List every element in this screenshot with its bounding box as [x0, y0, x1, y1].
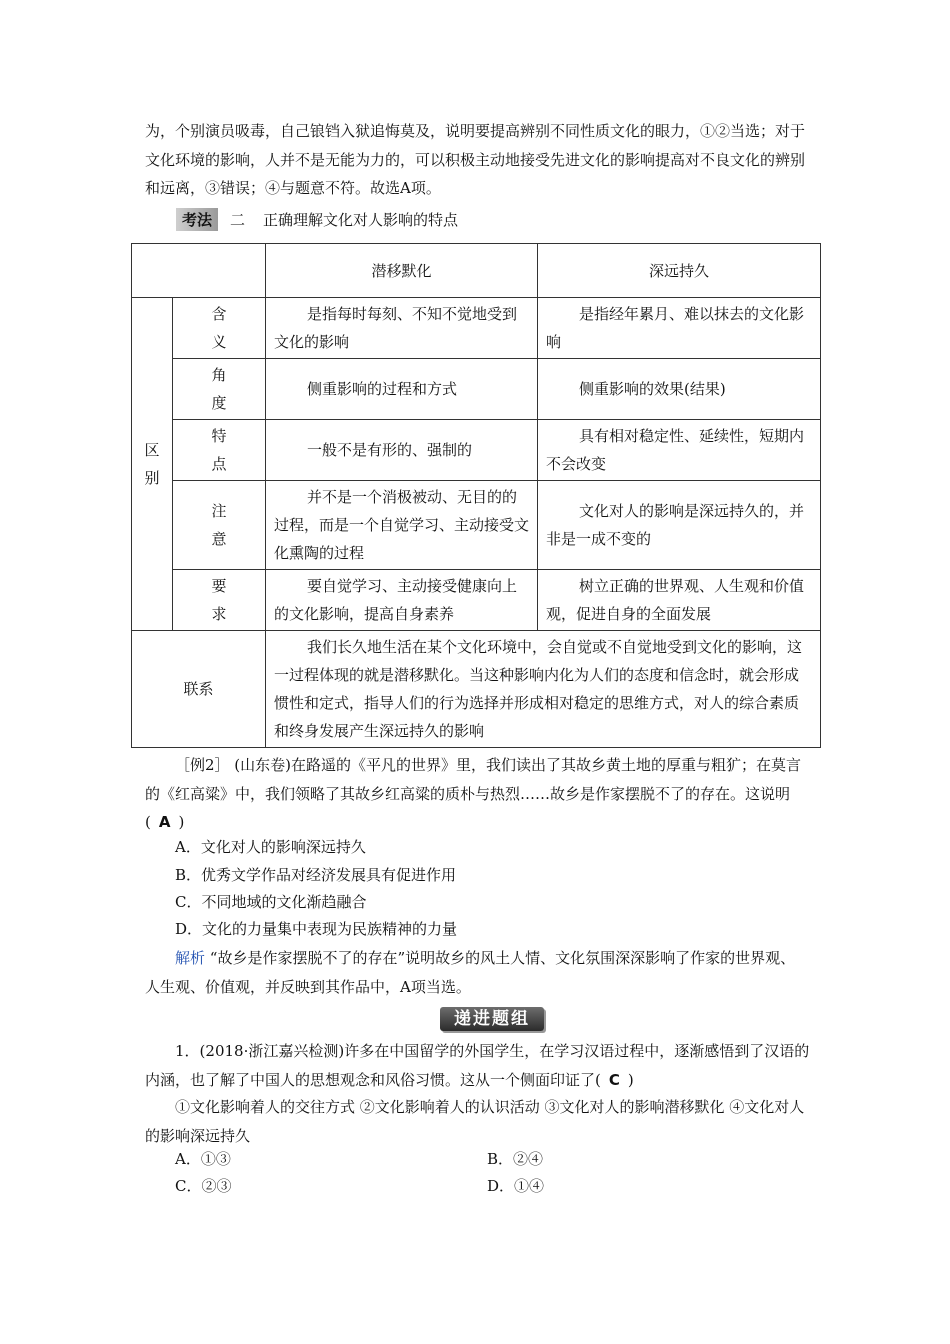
question1-answer: C [608, 1070, 620, 1089]
row-cell-col2: 树立正确的世界观、人生观和价值观，促进自身的全面发展 [538, 570, 821, 631]
question1-option-d: D．①④ [487, 1177, 545, 1195]
intro-paragraph: 为，个别演员吸毒，自己锒铛入狱追悔莫及，说明要提高辨别不同性质文化的眼力，①②当选；对于文化环境的影响，人并不是无能为力的，可以积极主动地接受先进文化的影响提高对不良文化的辨别和远离，③错误；④与题意不符。故选A项。 [145, 122, 806, 197]
row-label: 含义 [173, 298, 266, 359]
group-label: 区别 [144, 441, 160, 487]
row-label: 角度 [173, 359, 266, 420]
group-title-banner: 递进题组 [440, 1007, 544, 1031]
table-row [132, 298, 821, 359]
row-cell-col2: 具有相对稳定性、延续性，短期内不会改变 [538, 420, 821, 481]
question1-option-a: A．①③ [175, 1150, 231, 1168]
example-stem [145, 751, 810, 837]
analysis-text: “故乡是作家摆脱不了的存在”说明故乡的风土人情、文化氛围深深影响了作家的世界观、人生观、价值观，并反映到其作品中，A项当选。 [145, 949, 796, 996]
link-text: 我们长久地生活在某个文化环境中，会自觉或不自觉地受到文化的影响，这一过程体现的就是潜移默化。当这种影响内化为人们的态度和信念时，就会形成惯性和定式，指导人们的行为选择并形成相对稳定的思维方式，对人的综合素质和终身发展产生深远持久的影响 [266, 631, 821, 748]
row-cell-col1: 一般不是有形的、强制的 [266, 420, 538, 481]
link-label: 联系 [132, 631, 266, 748]
example-option-c: C．不同地域的文化渐趋融合 [175, 893, 367, 911]
example-close: ) [178, 813, 185, 831]
row-label: 要求 [173, 570, 266, 631]
row-cell-col1: 并不是一个消极被动、无目的的过程，而是一个自觉学习、主动接受文化熏陶的过程 [266, 481, 538, 570]
row-cell-col1: 侧重影响的过程和方式 [266, 359, 538, 420]
row-cell-col2: 文化对人的影响是深远持久的，并非是一成不变的 [538, 481, 821, 570]
example-option-d: D．文化的力量集中表现为民族精神的力量 [175, 920, 458, 938]
table-row [132, 481, 821, 570]
section-badge: 考法 [176, 208, 218, 231]
row-cell-col2: 侧重影响的效果(结果) [538, 359, 821, 420]
example-option-b: B．优秀文学作品对经济发展具有促进作用 [175, 866, 457, 884]
comparison-table [131, 243, 821, 748]
row-label: 特点 [173, 420, 266, 481]
question1-close: ) [627, 1070, 634, 1089]
table-row [132, 359, 821, 420]
section-title: 正确理解文化对人影响的特点 [263, 210, 459, 229]
table-row [132, 570, 821, 631]
row-cell-col1: 是指每时每刻、不知不觉地受到文化的影响 [266, 298, 538, 359]
example-option-a: A．文化对人的影响深远持久 [175, 838, 366, 856]
table-header-row [132, 244, 821, 298]
header-col2: 深远持久 [538, 244, 821, 298]
question1-stem [145, 1037, 810, 1094]
group-label-cell [132, 298, 173, 631]
table-link-row [132, 631, 821, 748]
section-heading [176, 206, 458, 232]
question1-option-b: B．②④ [487, 1150, 544, 1168]
table-row [132, 420, 821, 481]
section-number: 二 [230, 210, 246, 229]
question1-option-c: C．②③ [175, 1177, 232, 1195]
example-stem-text: ［例2］ (山东卷)在路遥的《平凡的世界》里，我们读出了其故乡黄土地的厚重与粗犷；在莫言的《红高粱》中，我们领略了其故乡红高粱的质朴与热烈……故乡是作家摆脱不了的存在。这说明( [145, 756, 802, 831]
example-analysis [145, 944, 810, 1001]
row-label: 注意 [173, 481, 266, 570]
row-cell-col1: 要自觉学习、主动接受健康向上的文化影响，提高自身素养 [266, 570, 538, 631]
analysis-label: 解析 [175, 949, 206, 967]
example-answer: A [158, 813, 171, 831]
header-col1: 潜移默化 [266, 244, 538, 298]
question1-stem-text: 1．(2018·浙江嘉兴检测)许多在中国留学的外国学生，在学习汉语过程中，逐渐感悟到了汉语的内涵，也了解了中国人的思想观念和风俗习惯。这从一个侧面印证了( [145, 1042, 810, 1089]
table-corner-cell [132, 244, 266, 298]
question1-statements: ①文化影响着人的交往方式 ②文化影响着人的认识活动 ③文化对人的影响潜移默化 ④文化对人的影响深远持久 [145, 1098, 805, 1145]
row-cell-col2: 是指经年累月、难以抹去的文化影响 [538, 298, 821, 359]
